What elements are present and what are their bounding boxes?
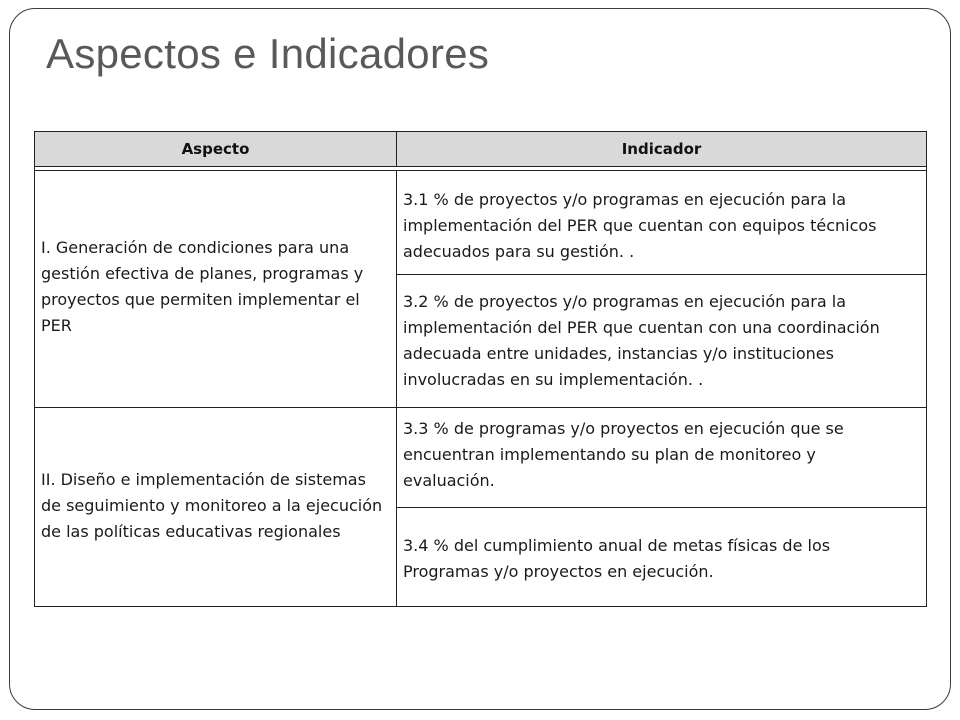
indicator-line: implementación del PER que cuentan con equipos técnicos: [403, 216, 877, 235]
aspect-line: II. Diseño e implementación de sistemas: [41, 470, 366, 489]
header-aspect: Aspecto: [35, 132, 397, 166]
indicator-cell: [403, 187, 877, 265]
aspect-line: gestión efectiva de planes, programas y: [41, 264, 364, 283]
row-divider-indicator-1: [396, 274, 926, 275]
indicator-line: 3.4 % del cumplimiento anual de metas físicas de los: [403, 536, 831, 555]
table-body: [34, 170, 927, 607]
aspect-line: de las políticas educativas regionales: [41, 522, 341, 541]
indicator-line: involucradas en su implementación. .: [403, 370, 704, 389]
indicator-cell: [403, 289, 880, 393]
indicator-line: 3.2 % de proyectos y/o programas en ejecución para la: [403, 292, 847, 311]
indicator-line: 3.1 % de proyectos y/o programas en ejecución para la: [403, 190, 847, 209]
aspect-cell: [41, 467, 382, 545]
aspect-line: I. Generación de condiciones para una: [41, 238, 350, 257]
row-divider-aspects: [35, 407, 926, 408]
aspect-line: PER: [41, 316, 72, 335]
indicator-cell: [403, 533, 830, 585]
table-header-row: [34, 131, 927, 167]
indicator-line: Programas y/o proyectos en ejecución.: [403, 562, 714, 581]
indicator-cell: [403, 416, 844, 494]
aspect-cell: [41, 235, 363, 339]
aspect-line: proyectos que permiten implementar el: [41, 290, 360, 309]
indicator-line: implementación del PER que cuentan con una coordinación: [403, 318, 880, 337]
indicator-line: evaluación.: [403, 471, 495, 490]
indicator-line: adecuados para su gestión. .: [403, 242, 635, 261]
indicator-line: encuentran implementando su plan de monitoreo y: [403, 445, 816, 464]
slide-title: Aspectos e Indicadores: [46, 30, 490, 77]
indicator-line: adecuada entre unidades, instancias y/o instituciones: [403, 344, 834, 363]
row-divider-indicator-3: [396, 507, 926, 508]
header-indicator: Indicador: [621, 140, 702, 158]
column-divider: [396, 171, 397, 606]
indicator-line: 3.3 % de programas y/o proyectos en ejecución que se: [403, 419, 844, 438]
aspect-line: de seguimiento y monitoreo a la ejecución: [41, 496, 383, 515]
aspects-indicators-table: [34, 131, 927, 607]
